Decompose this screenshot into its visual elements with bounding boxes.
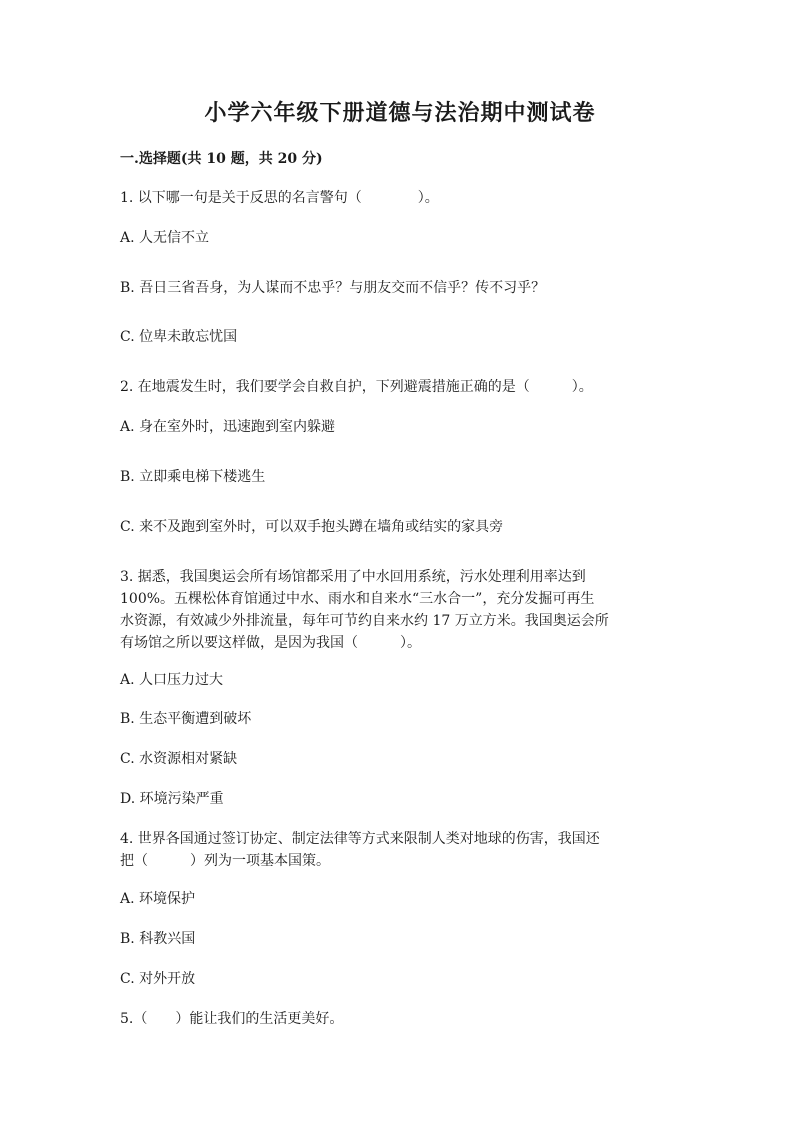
section-heading: 一.选择题(共 10 题，共 20 分) — [120, 151, 323, 167]
question-1-option-a: A. 人无信不立 — [120, 230, 210, 246]
question-1-stem: 1. 以下哪一句是关于反思的名言警句（ ）。 — [120, 190, 439, 206]
question-3-stem-line-3: 水资源，有效减少外排流量，每年可节约自来水约 17 万立方米。我国奥运会所 — [120, 613, 609, 629]
question-4-option-c: C. 对外开放 — [120, 971, 196, 987]
question-3-stem-line-1: 3. 据悉，我国奥运会所有场馆都采用了中水回用系统，污水处理利用率达到 — [120, 569, 586, 585]
question-2-option-c: C. 来不及跑到室外时，可以双手抱头蹲在墙角或结实的家具旁 — [120, 519, 504, 535]
question-4-stem-line-1: 4. 世界各国通过签订协定、制定法律等方式来限制人类对地球的伤害，我国还 — [120, 831, 600, 847]
question-3-option-d: D. 环境污染严重 — [120, 791, 224, 807]
question-3-stem-line-2: 100%。五棵松体育馆通过中水、雨水和自来水“三水合一”，充分发掘可再生 — [120, 591, 595, 607]
question-2-stem: 2. 在地震发生时，我们要学会自救自护，下列避震措施正确的是（ ）。 — [120, 379, 593, 395]
question-3-option-c: C. 水资源相对紧缺 — [120, 751, 238, 767]
question-4-option-a: A. 环境保护 — [120, 891, 196, 907]
question-2-option-a: A. 身在室外时，迅速跑到室内躲避 — [120, 419, 336, 435]
question-5-stem: 5.（ ）能让我们的生活更美好。 — [120, 1011, 344, 1027]
question-3-stem-line-4: 有场馆之所以要这样做，是因为我国（ ）。 — [120, 635, 421, 651]
question-4-option-b: B. 科教兴国 — [120, 931, 196, 947]
question-3-option-b: B. 生态平衡遭到破坏 — [120, 711, 252, 727]
question-3-option-a: A. 人口压力过大 — [120, 672, 224, 688]
question-1-option-c: C. 位卑未敢忘忧国 — [120, 329, 238, 345]
question-2-option-b: B. 立即乘电梯下楼逃生 — [120, 469, 266, 485]
question-1-option-b: B. 吾日三省吾身，为人谋而不忠乎？与朋友交而不信乎？传不习乎？ — [120, 280, 546, 296]
question-4-stem-line-2: 把（ ）列为一项基本国策。 — [120, 853, 330, 869]
page-title: 小学六年级下册道德与法治期中测试卷 — [204, 100, 596, 126]
